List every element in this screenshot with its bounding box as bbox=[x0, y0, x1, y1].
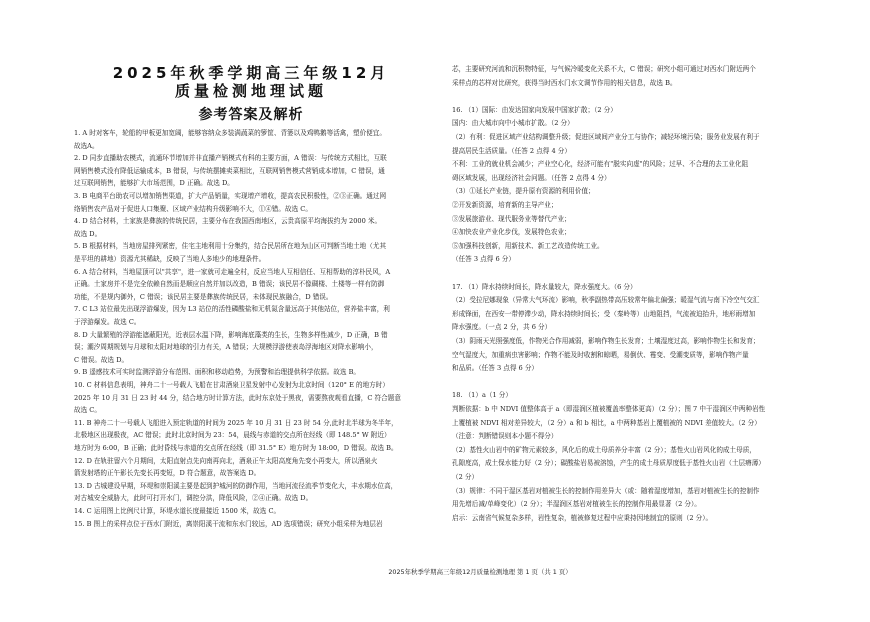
right-text-line: （3）阴雨天光照强度低，作物光合作用减弱，影响作物生长发育；土壤湿度过高，影响作物生长和发育； bbox=[452, 337, 760, 345]
right-text-line: 判断依据：b 中 NDVI 值整体高于 a（即湿润区植被覆盖率整体更高）（2 分）；图 7 中干湿润区中两种岩性 bbox=[452, 405, 766, 413]
right-text-line: 形成锋面，在西安一带停滞少动，降水持续时间长；受（秦岭等）山地阻挡，气流被迫抬升，地形雨增加 bbox=[452, 309, 756, 318]
left-text-line: 故选A。 bbox=[74, 141, 99, 150]
right-text-line: （2）基性火山岩中的矿物元素较多，风化后的成土母质养分丰富（2 分）；基性火山岩风化的成土母质， bbox=[452, 445, 756, 454]
left-text-line: 北极地区出现极夜，AC 错误；此时北京时间为 23：54，晨线与赤道的交点所在经线（即 148.5° W 附近） bbox=[74, 431, 391, 440]
left-text-line: 功能，不是规内御外，C 错误；该民居主要是彝族传统民居，未体现民族融合，D 错误。 bbox=[74, 292, 333, 301]
page-title-line2: 质量检测地理试题 bbox=[174, 82, 327, 100]
left-text-line: 箭发射塔的正午影长先变长再变短，D 符合题意，故答案选 D。 bbox=[74, 469, 261, 478]
right-text-line: 16. （1）国际：由发达国家向发展中国家扩散；（2 分） bbox=[452, 105, 617, 114]
right-text-line: 上覆植被 NDVI 相对差异较大，（2 分）a 和 b 相比，a 中两种基岩上覆植被的 NDVI 差值较大。（2 分） bbox=[452, 418, 761, 427]
left-text-line: 地方时为 6:00，B 正确；此时昏线与赤道的交点所在经线（即 31.5° E）地方时为 18:00，D 错误。故选 B。 bbox=[74, 444, 398, 452]
left-text-line: 误；潮汐周期规划与月球和太阳对地球的引力有关，A 错误；大规模浮游使表岛浮海地区对降水影响小， bbox=[74, 343, 378, 352]
left-text-line: 12. D 在轨驻留六个月期间，太阳直射点先向南再向北，酒泉正午太阳高度角先变小再变大，所以酒泉火 bbox=[74, 456, 378, 465]
right-text-line: 不利：工业的就业机会减少；产业空心化，经济可能有"脱实向虚"的风险；过早、不合理的去工业化阻 bbox=[452, 160, 749, 169]
page-subtitle: 参考答案及解析 bbox=[198, 107, 304, 123]
left-text-line: 9. B 遥感技术可实时监测浮游分布范围、面积和移动趋势，为预警和治理提供科学依据。故选 B。 bbox=[74, 368, 361, 377]
right-text-line: 芯，主要研究河流和沉积物特征，与气候冷暖变化关系不大，C 错误；研究小组可通过对西水门附近两个 bbox=[452, 65, 756, 73]
page-title-line1: 2025年秋季学期高三年级12月 bbox=[112, 64, 390, 82]
left-text-line: 网销售模式没有降低运输成本，B 错误，与传统摆摊卖菜相比，互联网销售模式营销成本增加，C 错误，通 bbox=[74, 166, 385, 175]
right-text-line: 提高居民生活质量。（任答 2 点得 4 分） bbox=[452, 146, 571, 155]
right-text-line: 碍区域发展，出现经济社会问题。（任答 2 点得 4 分） bbox=[452, 173, 611, 182]
right-text-line: ③发展旅游业、现代服务业等替代产业； bbox=[452, 214, 571, 223]
left-text-line: 络销售农产品对于促进人口集聚、区域产业结构升级影响不大，①④错。故选 C。 bbox=[74, 204, 312, 213]
left-text-line: 2. D 同步直播助农模式，流通环节增加并非直播产销模式有科的主要方面，A 错误：与传统方式相比，互联 bbox=[74, 154, 387, 163]
right-text-line: 孔隙度高，成土保水能力好（2 分）；碳酸盐岩易被溶蚀，产生的成土母质厚度低于基性火山岩（土层瘠薄） bbox=[452, 459, 765, 468]
right-text-line: 采样点的芯样对比研究，获得当时西水门水文调节作用的相关信息，故选 B。 bbox=[452, 78, 677, 87]
left-text-line: 15. B 图上的采样点位于西水门附近，离崇阳溪干流和东水门较远，AD 选项错误；研究小组采样为地层岩 bbox=[74, 519, 383, 528]
left-text-line: 是平坦的耕地）资源尤其稀缺，反映了当地人多地少的地理条件。 bbox=[74, 255, 266, 263]
right-text-line: 空气湿度大，加重病虫害影响；作物不能及时收割和晾晒，易倒伏、霉变、受潮变质等，影响作物产量 bbox=[452, 350, 749, 359]
left-text-line: 对古城安全威胁大，此时可打开水门，调控分洪，降低风险，②④正确。故选 D。 bbox=[74, 494, 313, 503]
left-text-line: 于浮游爆发。故选 C。 bbox=[74, 318, 141, 326]
right-text-line: 18. （1）a（1 分） bbox=[452, 391, 512, 400]
left-text-line: 故选 C。 bbox=[74, 406, 101, 415]
left-text-line: 6. A 结合材料，当地屋顶可以"共享"，进一家就可走遍全村，反应当地人互相信任、互相帮助的淳朴民风，A bbox=[74, 267, 391, 276]
left-text-line: 3. B 电商平台助农可以增加销售渠道，扩大产品销量，实现增产增收，提高农民积极性，②③正确。通过网 bbox=[74, 192, 387, 200]
right-text-line: 17. （1）降水持续时间长，降水量较大，降水强度大。（6 分） bbox=[452, 282, 637, 291]
right-text-line: 国内：由大城市向中小城市扩散。（2 分） bbox=[452, 119, 574, 128]
right-text-line: ④加快农业产业化步伐，发展特色农业； bbox=[452, 228, 571, 237]
left-text-line: 1. A 时对客车，轮船的甲板更加宽阔，能够容纳众多装满蔬菜的箩筐、背篓以及鸡鸭鹅等活禽，塑价便宜。 bbox=[74, 129, 386, 137]
left-text-line: 8. D 大量繁殖的浮游能遮蔽阳光，近表层水温下降，影响海底藻类的生长，生物多样性减少，D 正确，B 错 bbox=[74, 330, 388, 339]
left-text-line: 7. C L3 站位最先出现浮游爆发，因为 L3 站位的活性磷酸盐和无机氮含量远高于其他站位，营养盐丰富，利 bbox=[74, 305, 390, 314]
left-text-line: 过互联网销售，能够扩大市场范围，D 正确。故选 D。 bbox=[74, 179, 234, 188]
right-text-line: （任答 3 点得 6 分） bbox=[452, 255, 515, 264]
left-text-line: 5. B 根据材料，当地房屋排列紧密，住宅主地利用十分集约，结合民居所在地为山区可判断当地土地（尤其 bbox=[74, 242, 387, 251]
left-text-line: 正确。土家房并不是完全依赖自然而是顺应自然并加以改造，B 错误；该民居不像碉楼、土楼等一样有防御 bbox=[74, 280, 385, 289]
right-text-line: 和品质。（任答 3 点得 6 分） bbox=[452, 364, 539, 373]
right-text-line: （2）有利：促进区域产业结构调整升级；促进区域间产业分工与协作；减轻环境污染；服务业发展有利于 bbox=[452, 133, 760, 141]
right-text-line: ⑤加强科技创新，用新技术、新工艺改造传统工业。 bbox=[452, 241, 604, 250]
right-text-line: （2 分） bbox=[452, 473, 479, 481]
right-text-line: ②开发新资源，培育新的主导产业； bbox=[452, 201, 558, 209]
left-text-line: 11. B 神舟二十一号载人飞船进入预定轨道的时间为 2025 年 10 月 31 日 23 时 54 分,此时北半球为冬半年， bbox=[74, 418, 398, 427]
page-footer: 2025年秋季学期高三年级12月质量检测地理 第 1 页（共 1 页） bbox=[388, 568, 572, 576]
left-text-line: 14. C 运用图上比例尺计算，环堤水道长度最接近 1500 米，故选 C。 bbox=[74, 507, 281, 515]
left-text-line: 2025 年 10 月 31 日 23 时 44 分，结合地方时计算方法，此时东京处于黑夜，需要熬夜观看直播，C 符合题意 bbox=[74, 393, 401, 402]
left-text-line: 故选 D。 bbox=[74, 229, 102, 238]
right-text-line: 用先增后减/单峰变化）（2 分）；半湿润区基岩对植被生长的控制作用最显著（2 分）。 bbox=[452, 500, 701, 509]
left-text-line: 13. D 古城建设早期，环堤和崇阳溪主要是起到护城河的防御作用，当地河流径流季节变化大，丰水期水位高， bbox=[74, 481, 398, 490]
left-text-line: C 错误。故选 D。 bbox=[74, 355, 129, 364]
right-text-line: （注意：判断错误则本小题不得分） bbox=[452, 432, 558, 441]
left-text-line: 4. D 结合材料，土家族是彝族的传统民居，主要分布在我国西南地区，云贵高原平均海拔约为 2000 米。 bbox=[74, 217, 382, 226]
right-text-line: （3）规律：不同干湿区基岩对植被生长的控制作用差异大（或：随着湿度增加，基岩对植被生长的控制作 bbox=[452, 486, 760, 495]
right-text-line: 降水强度。（一点 2 分，共 6 分） bbox=[452, 323, 552, 332]
right-text-line: （2）受拉尼娜现象（异常大气环流）影响，秋季副热带高压较常年偏北偏强；暖湿气流与南下冷空气交汇 bbox=[452, 296, 760, 305]
right-text-line: 启示：云南省气候复杂多样，岩性复杂，植被修复过程中应秉持因地制宜的原则（2 分）。 bbox=[452, 513, 713, 522]
right-text-line: （3）①延长产业链，提升原有资源的利用价值； bbox=[452, 187, 595, 196]
left-text-line: 10. C 材料信息表明，神舟二十一号载人飞船在甘肃酒泉卫星发射中心发射为北京时间（120° E 的地方时） bbox=[74, 381, 389, 389]
